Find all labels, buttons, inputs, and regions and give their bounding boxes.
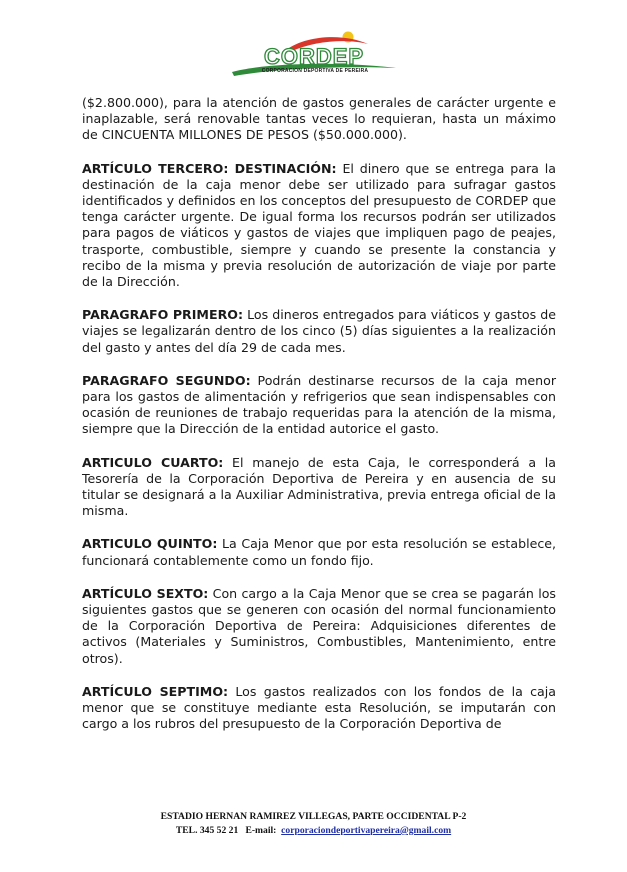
document-body <box>82 95 556 750</box>
paragraph-text: Los gastos realizados con los fondos de la caja menor que se constituye mediante esta Resolución, se imputarán con cargo a los rubros del presupuesto de la Corporación Deportiva de <box>82 683 556 732</box>
footer-email-label: E-mail: <box>245 825 277 836</box>
paragraph-text: Con cargo a la Caja Menor que se crea se pagarán los siguientes gastos que se generen con ocasión del normal funcionamiento de la Corporación Deportiva de Pereira: Adquisiciones diferentes de activos (Materiales y Suministros, Combustibles, Mantenimiento, entre otros). <box>82 585 556 666</box>
paragraph-text: El manejo de esta Caja, le corresponderá a la Tesorería de la Corporación Deportiva de Pereira y en ausencia de su titular se designará a la Auxiliar Administrativa, previa entrega oficial de la misma. <box>82 454 556 519</box>
paragraph-text: La Caja Menor que por esta resolución se establece, funcionará contablemente como un fondo fijo. <box>82 536 557 568</box>
paragraph-paragrafo-segundo <box>82 373 556 438</box>
footer-contact <box>0 824 627 838</box>
paragraph-heading: ARTÍCULO TERCERO: DESTINACIÓN: <box>82 160 337 176</box>
paragraph-text: Los dineros entregados para viáticos y gastos de viajes se legalizarán dentro de los cinco (5) días siguientes a la realización del gasto y antes del día 29 de cada mes. <box>82 307 556 355</box>
paragraph-text: El dinero que se entrega para la destinación de la caja menor debe ser utilizado para sufragar gastos identificados y definidos en los conceptos del presupuesto de CORDEP que tenga carácter urgente. De igual forma los recursos podrán ser utilizados para pagos de viáticos y gastos de viajes que impliquen pago de peajes, trasporte, combustible, siempre y cuando se presente la constancia y recibo de la misma y previa resolución de autorización de viaje por parte de la Dirección. <box>82 160 556 290</box>
paragraph-articulo-quinto <box>82 536 556 568</box>
paragraph-articulo-septimo <box>82 684 556 733</box>
paragraph-heading: PARAGRAFO PRIMERO: <box>82 307 244 323</box>
page-footer <box>0 810 627 838</box>
paragraph-heading: ARTÍCULO SEPTIMO: <box>82 683 229 699</box>
paragraph-articulo-tercero <box>82 161 556 291</box>
paragraph-paragrafo-primero <box>82 307 556 356</box>
logo-subtitle: CORPORACION DEPORTIVA DE PEREIRA <box>261 68 369 74</box>
paragraph-text: ($2.800.000), para la atención de gastos generales de carácter urgente e inaplazable, será renovable tantas veces lo requieran, hasta un máximo de CINCUENTA MILLONES DE PESOS ($50.000.000). <box>82 95 556 143</box>
paragraph-continuation <box>82 95 556 144</box>
footer-email-link[interactable]: corporaciondeportivapereira@gmail.com <box>281 825 452 836</box>
paragraph-articulo-sexto <box>82 586 556 667</box>
paragraph-text: Podrán destinarse recursos de la caja menor para los gastos de alimentación y refrigerios que sean indispensables con ocasión de reuniones de trabajo requeridas para la atención de la misma, siempre que la Dirección de la entidad autorice el gasto. <box>82 372 556 437</box>
paragraph-heading: ARTICULO CUARTO: <box>82 454 224 470</box>
paragraph-articulo-cuarto <box>82 455 556 520</box>
footer-tel: TEL. 345 52 21 <box>175 825 239 836</box>
paragraph-heading: PARAGRAFO SEGUNDO: <box>82 372 251 388</box>
footer-address: ESTADIO HERNAN RAMIREZ VILLEGAS, PARTE OCCIDENTAL P-2 <box>160 811 467 822</box>
paragraph-heading: ARTICULO QUINTO: <box>82 536 218 552</box>
paragraph-heading: ARTÍCULO SEXTO: <box>82 585 209 601</box>
logo-wordmark: CORDEP <box>263 44 365 69</box>
